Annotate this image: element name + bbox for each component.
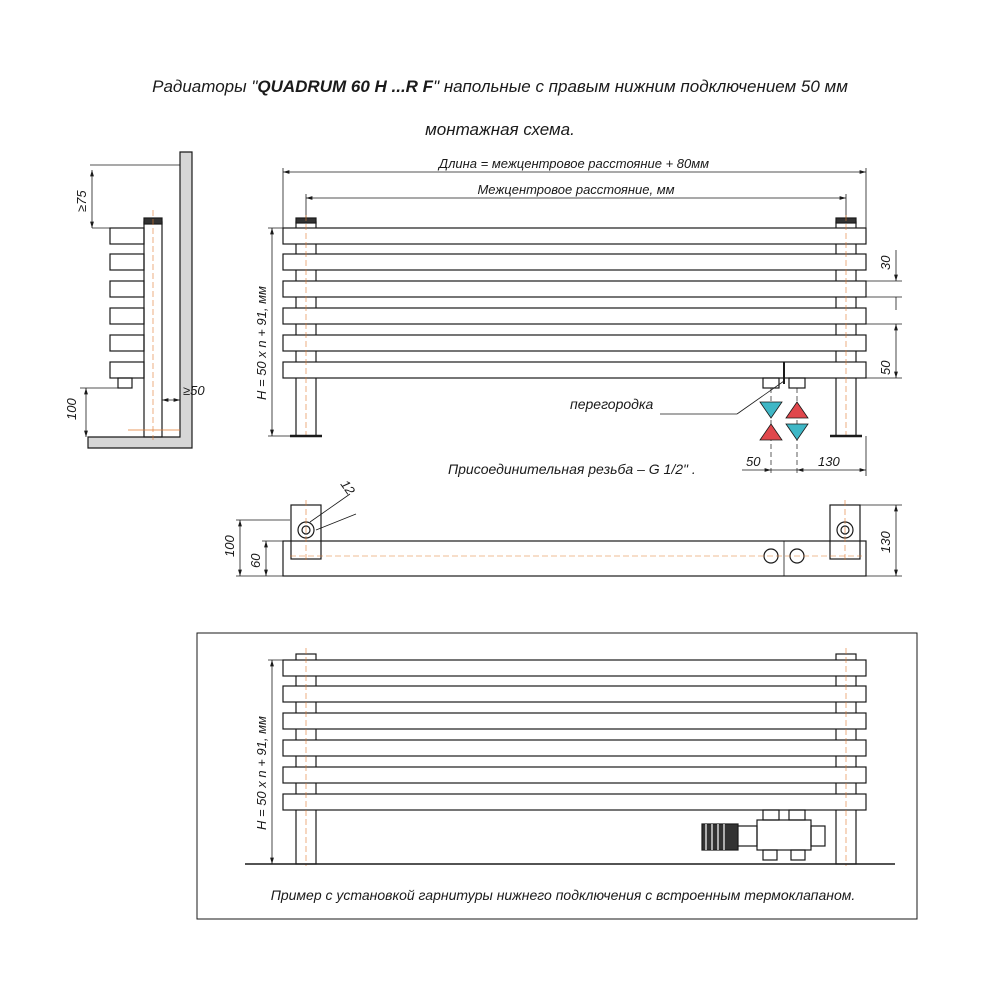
dim-pitch: 30: [878, 255, 893, 270]
dim-plan-angle: 12: [337, 477, 359, 498]
dim-tube: 50: [878, 360, 893, 375]
dim-center-distance: Межцентровое расстояние, мм: [477, 182, 675, 197]
label-example: Пример с установкой гарнитуры нижнего подключения с встроенным термоклапаном.: [270, 887, 856, 903]
dim-height-formula-bottom: H = 50 x n + 91, мм: [254, 716, 269, 830]
front-view: [268, 168, 902, 476]
page-title: Радиаторы "QUADRUM 60 H ...R F" напольные с правым нижним подключением 50 мм: [152, 77, 848, 96]
dim-plan-130: 130: [878, 531, 893, 553]
dim-plan-100: 100: [222, 535, 237, 557]
dim-conn-offset: 50: [746, 454, 761, 469]
example-view: [245, 648, 895, 866]
dim-conn-depth: 130: [818, 454, 840, 469]
side-bars: [110, 228, 144, 378]
dim-height-formula: H = 50 x n + 91, мм: [254, 286, 269, 400]
label-thread: Присоединительная резьба – G 1/2" .: [448, 461, 696, 477]
front-bars: [283, 228, 866, 378]
example-bars: [283, 660, 866, 810]
label-partition: перегородка: [570, 396, 654, 412]
side-view: [80, 152, 192, 448]
page-subtitle: монтажная схема.: [425, 120, 575, 139]
dim-plan-60: 60: [248, 553, 263, 568]
valve-set: [702, 810, 825, 860]
dim-wall-bottom: 100: [64, 398, 79, 420]
dim-wall-top: ≥75: [74, 190, 89, 212]
dim-total-length: Длина = межцентровое расстояние + 80мм: [438, 156, 710, 171]
flow-markers: [760, 402, 808, 440]
wall-floor: [88, 152, 192, 448]
plan-view: [236, 494, 902, 576]
dim-wall-gap: ≥50: [183, 383, 205, 398]
